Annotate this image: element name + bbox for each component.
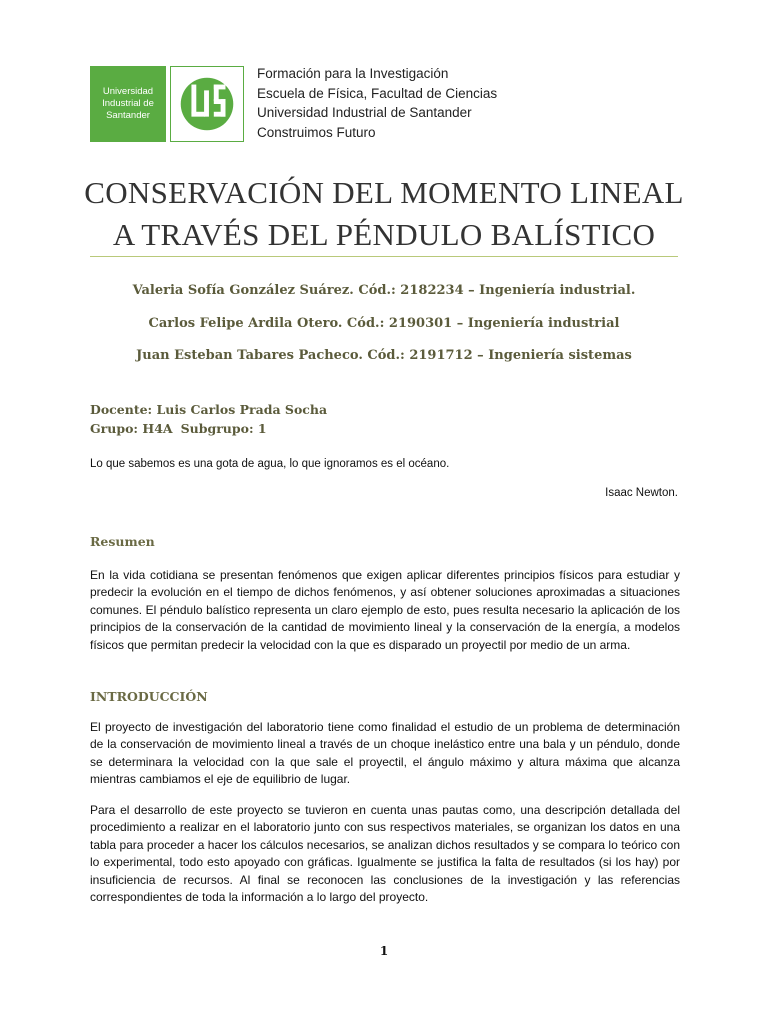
subgroup-label: Subgrupo: 1 — [180, 421, 267, 436]
document-title — [70, 172, 698, 256]
logo-text-line: Santander — [106, 110, 150, 121]
title-divider — [90, 256, 678, 257]
header-line: Universidad Industrial de Santander — [257, 105, 472, 120]
author-entry: Valeria Sofía González Suárez. Cód.: 2182234 – Ingeniería industrial. — [132, 283, 636, 298]
course-info — [90, 400, 327, 438]
epigraph-quote: Lo que sabemos es una gota de agua, lo que ignoramos es el océano. — [90, 458, 450, 470]
header-line: Construimos Futuro — [257, 124, 376, 140]
header-line: Formación para la Investigación — [257, 66, 449, 81]
page-number: 1 — [379, 944, 389, 958]
uis-emblem-icon — [171, 67, 243, 141]
logo-text-line: Industrial de — [102, 98, 154, 109]
introduction-paragraph-2: Para el desarrollo de este proyecto se tuvieron en cuenta unas pautas como, una descripción detallada del procedimiento a realizar en el laboratorio junto con sus respectivos materiales, se organizan los datos en una tabla para proceder a hacer los cálculos necesarios, se analizan dichos resultados y se compara lo teórico con lo experimental, todo esto apoyado con gráficas. Igualmente se justifica la falta de resultados (si los hay) por insuficiencia de recursos. Al final se reconocen las conclusiones de la investigación y las referencias correspondientes de toda la información a lo largo del proyecto. — [90, 803, 680, 905]
group-label: Grupo: H4A — [90, 421, 173, 436]
header-line: Escuela de Física, Facultad de Ciencias — [257, 85, 498, 101]
author-entry: Juan Esteban Tabares Pacheco. Cód.: 2191712 – Ingeniería sistemas — [136, 348, 632, 363]
title-line-1: CONSERVACIÓN DEL MOMENTO LINEAL — [84, 175, 684, 210]
logo-text-line: Universidad — [102, 86, 154, 97]
title-line-2: A TRAVÉS DEL PÉNDULO BALÍSTICO — [112, 217, 656, 252]
group-info — [90, 419, 327, 438]
abstract-paragraph: En la vida cotidiana se presentan fenómenos que exigen aplicar diferentes principios físicos para estudiar y predecir la evolución en el tiempo de dichos fenómenos, y así obtener soluciones aproximadas a situaciones comunes. El péndulo balístico representa un claro ejemplo de esto, pues resulta necesario la aplicación de los principios de la conservación de la cantidad de movimiento lineal y la conservación de la energía, a modelos físicos que permitan predecir la velocidad con la que es disparado un proyectil por medio de un arma. — [90, 568, 680, 652]
institution-header — [257, 64, 497, 142]
introduction-heading: INTRODUCCIÓN — [90, 689, 208, 704]
uis-logo-mark — [170, 66, 244, 142]
introduction-paragraph-1: El proyecto de investigación del laboratorio tiene como finalidad el estudio de un problema de determinación de la conservación de movimiento lineal a través de un choque inelástico entre una bala y un péndulo, donde se determinara la velocidad con la que sale el proyectil, el ángulo máximo y altura máxima que alcanza mientras cambiamos el eje de equilibrio de lugar. — [90, 720, 680, 787]
author-list — [70, 279, 698, 377]
abstract-heading: Resumen — [90, 534, 155, 549]
teacher-name: Docente: Luis Carlos Prada Socha — [90, 402, 328, 417]
uis-logo-text — [90, 66, 166, 142]
author-entry: Carlos Felipe Ardila Otero. Cód.: 2190301 – Ingeniería industrial — [148, 315, 620, 331]
epigraph-author: Isaac Newton. — [605, 487, 678, 499]
